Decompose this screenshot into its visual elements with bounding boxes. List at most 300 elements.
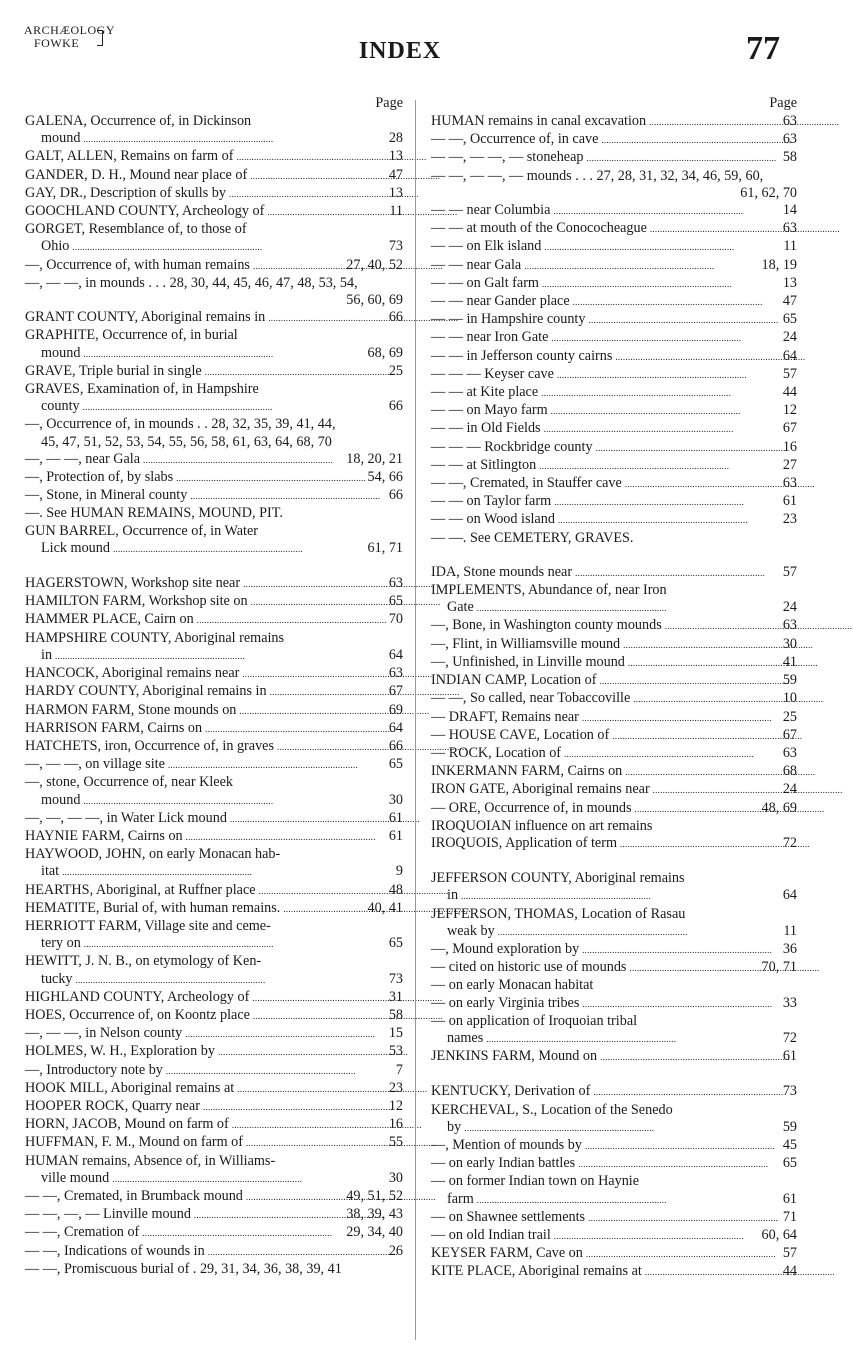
index-entry (25, 683, 403, 701)
entry-pages: 28 (388, 130, 403, 147)
leader-dots (253, 1007, 386, 1025)
index-entry (25, 918, 403, 953)
entry-pages: 13 (388, 184, 403, 201)
leader-dots (582, 941, 780, 959)
page-column-label: Page (769, 95, 797, 111)
entry-pages: 26 (388, 1242, 403, 1259)
entry-pages: 63 (782, 617, 797, 634)
index-entry (25, 416, 403, 450)
index-entry (431, 493, 797, 511)
index-entry (25, 611, 403, 629)
leader-dots (477, 1191, 780, 1209)
entry-pages: 73 (388, 238, 403, 255)
entry-text: — —. See CEMETERY, GRAVES. (431, 529, 634, 546)
index-entry (431, 202, 797, 220)
index-entry (25, 309, 403, 327)
leader-dots (461, 887, 780, 905)
leader-dots (582, 709, 780, 727)
entry-pages: 24 (782, 599, 797, 616)
entry-text: — — on Taylor farm (431, 493, 552, 510)
entry-text: HUMAN remains in canal excavation (431, 113, 647, 129)
entry-text: IRON GATE, Aboriginal remains near (431, 781, 650, 798)
entry-pages: 29, 34, 40 (346, 1224, 403, 1241)
entry-text: HAMPSHIRE COUNTY, Aboriginal remains (25, 629, 285, 646)
index-column-right (431, 95, 797, 1282)
entry-pages: 24 (782, 781, 797, 798)
leader-dots (62, 863, 393, 881)
index-entry (431, 617, 797, 635)
entry-text: JEFFERSON, THOMAS, Location of Rasau (431, 905, 686, 922)
entry-text: ville mound (41, 1169, 110, 1186)
entry-text: — —, Occurrence of, in cave (431, 131, 599, 148)
entry-text: names (447, 1029, 484, 1046)
entry-pages: 73 (782, 1083, 797, 1100)
entry-text: —, stone, Occurrence of, near Kleek (25, 774, 233, 791)
page-number: 77 (746, 30, 780, 67)
entry-pages: 63 (782, 744, 797, 761)
leader-dots (246, 1134, 386, 1152)
leader-dots (251, 593, 386, 611)
index-entry (25, 953, 403, 988)
entry-text: HAMMER PLACE, Cairn on (25, 611, 194, 628)
entry-text: mound (41, 344, 81, 361)
entry-pages: 61 (782, 1190, 797, 1207)
index-entry (25, 882, 403, 900)
entry-text: HARMON FARM, Stone mounds on (25, 701, 237, 718)
leader-dots (253, 257, 343, 275)
leader-dots (112, 1170, 386, 1188)
index-entry (431, 113, 797, 131)
leader-dots (551, 329, 779, 347)
entry-text: HATCHETS, iron, Occurrence of, in graves (25, 737, 274, 754)
entry-pages: 24 (782, 329, 797, 346)
entry-text: — HOUSE CAVE, Location of (431, 726, 610, 743)
entry-text: — — near Columbia (431, 202, 551, 219)
entry-text: JEFFERSON COUNTY, Aboriginal remains (431, 870, 685, 887)
index-entry (25, 828, 403, 846)
leader-dots (84, 935, 386, 953)
entry-text: —, — —, near Gala (25, 450, 141, 467)
entry-pages: 18, 19 (761, 256, 797, 273)
entry-text: — on application of Iroquoian tribal (431, 1012, 638, 1029)
leader-dots (259, 882, 386, 900)
entry-pages: 67 (388, 683, 403, 700)
leader-dots (239, 702, 385, 720)
index-entry (25, 575, 403, 593)
leader-dots (620, 835, 780, 853)
index-entry (431, 238, 797, 256)
index-entry (25, 363, 403, 381)
entry-text: KITE PLACE, Aboriginal remains at (431, 1263, 642, 1280)
entry-text: HERRIOTT FARM, Village site and ceme- (25, 917, 271, 934)
entry-pages: 38, 39, 43 (346, 1206, 403, 1223)
entry-pages: 57 (782, 563, 797, 580)
index-entry (431, 781, 797, 799)
leader-dots (205, 363, 386, 381)
entry-text: INDIAN CAMP, Location of (431, 672, 597, 689)
index-entry (25, 523, 403, 558)
letter-section-gap (25, 558, 403, 575)
entry-pages: 30 (782, 635, 797, 652)
entry-pages: 64 (782, 347, 797, 364)
leader-dots (558, 511, 780, 529)
entry-text: — on early Indian battles (431, 1155, 576, 1172)
letter-section-gap (431, 547, 797, 564)
entry-pages: 13 (782, 274, 797, 291)
entry-text: KEYSER FARM, Cave on (431, 1245, 583, 1262)
entry-text: GRAVE, Triple burial in single (25, 362, 202, 379)
entry-text: HIGHLAND COUNTY, Archeology of (25, 988, 250, 1005)
entry-text: — on early Virginia tribes (431, 994, 580, 1011)
leader-dots (593, 1083, 779, 1101)
leader-dots (464, 1119, 780, 1137)
entry-text: GALENA, Occurrence of, in Dickinson (25, 113, 252, 129)
index-entry (431, 690, 797, 708)
index-entry (431, 1013, 797, 1048)
leader-dots (539, 457, 780, 475)
index-entry (431, 457, 797, 475)
index-entry (431, 402, 797, 420)
leader-dots (573, 293, 780, 311)
index-entry (25, 275, 403, 309)
entry-pages: 49, 51, 52 (346, 1187, 403, 1204)
leader-dots (645, 1263, 780, 1281)
index-entry (25, 1007, 403, 1025)
index-entry (25, 451, 403, 469)
index-entry (25, 774, 403, 809)
index-entry (431, 654, 797, 672)
entry-pages: 68, 69 (367, 344, 403, 361)
entry-text: HOES, Occurrence of, on Koontz place (25, 1006, 250, 1023)
entry-pages: 48 (388, 881, 403, 898)
leader-dots (575, 564, 780, 582)
leader-dots (142, 1224, 343, 1242)
entry-text: Gate (447, 599, 474, 616)
entry-text: — ROCK, Location of (431, 744, 562, 761)
leader-dots (83, 398, 386, 416)
entry-text: HAYNIE FARM, Cairns on (25, 827, 183, 844)
entry-pages: 63 (388, 665, 403, 682)
index-entry (25, 167, 403, 185)
index-entry (25, 327, 403, 362)
entry-text: —, Unfinished, in Linville mound (431, 653, 625, 670)
index-entry (25, 989, 403, 1007)
entry-text: — — near Gander place (431, 293, 570, 310)
entry-text: —, — —, on village site (25, 756, 165, 773)
entry-pages: 61 (388, 809, 403, 826)
index-entry (431, 439, 797, 457)
entry-text: IDA, Stone mounds near (431, 563, 573, 580)
entry-pages: 65 (388, 756, 403, 773)
index-entry (431, 168, 797, 202)
entry-pages: 61, 62, 70 (740, 184, 797, 201)
leader-dots (564, 745, 780, 763)
entry-text: — — on Mayo farm (431, 402, 548, 419)
entry-text: —, Occurrence of, in mounds . . 28, 32, 35, 39, 41, 44, (25, 416, 336, 433)
index-entry (25, 1116, 403, 1134)
entry-text: — —, Cremation of (25, 1224, 140, 1241)
entry-pages: 59 (782, 1118, 797, 1135)
entry-text: —, — —, in mounds . . . 28, 30, 44, 45, 46, 47, 48, 53, 54, (25, 274, 358, 291)
entry-pages: 60, 64 (761, 1226, 797, 1243)
entry-text: —, —, — —, in Water Lick mound (25, 809, 227, 826)
entry-text: —. See HUMAN REMAINS, MOUND, PIT. (25, 505, 283, 522)
index-entry (431, 384, 797, 402)
index-entry (25, 1243, 403, 1261)
index-entry (431, 835, 797, 853)
entry-text: tery on (41, 935, 81, 952)
entry-text: —, Mention of mounds by (431, 1136, 582, 1153)
entry-pages: 61 (782, 1048, 797, 1065)
index-entry (431, 745, 797, 763)
index-entry (431, 818, 797, 835)
index-entry (25, 257, 403, 275)
entry-text: KERCHEVAL, S., Location of the Senedo (431, 1101, 673, 1118)
entry-text: HARDY COUNTY, Aboriginal remains in (25, 683, 267, 700)
index-entry (431, 348, 797, 366)
entry-text: —, Occurrence of, with human remains (25, 256, 250, 273)
index-entry (25, 1153, 403, 1188)
entry-pages: 65 (782, 1155, 797, 1172)
entry-text: HUMAN remains, Absence of, in Williams- (25, 1152, 276, 1169)
entry-text: GRANT COUNTY, Aboriginal remains in (25, 309, 266, 326)
index-entry (431, 1245, 797, 1263)
index-entry (25, 1224, 403, 1242)
index-entry (25, 1188, 403, 1206)
leader-dots (653, 781, 780, 799)
leader-dots (246, 1188, 343, 1206)
leader-dots (544, 420, 780, 438)
index-entries-left (25, 113, 403, 1278)
leader-dots (166, 1062, 393, 1080)
entry-text: JENKINS FARM, Mound on (431, 1048, 598, 1065)
entry-pages: 7 (395, 1061, 403, 1078)
entry-text: HEARTHS, Aboriginal, at Ruffner place (25, 881, 256, 898)
leader-dots (237, 1080, 386, 1098)
index-entry (431, 636, 797, 654)
leader-dots (544, 238, 780, 256)
index-entry (431, 1173, 797, 1208)
entry-text: — —, — —, — mounds . . . 27, 28, 31, 32, 34, 46, 59, 60, (431, 167, 764, 184)
entry-pages: 45 (782, 1136, 797, 1153)
entry-pages: 66 (388, 487, 403, 504)
entry-text: — —, Promiscuous burial of . 29, 31, 34, 36, 38, 39, 41 (25, 1260, 342, 1277)
entry-pages: 72 (782, 1029, 797, 1046)
index-entry (25, 900, 403, 918)
index-entry (431, 275, 797, 293)
entry-pages: 63 (782, 131, 797, 148)
column-divider (415, 100, 416, 1340)
entry-text: HAMILTON FARM, Workshop site on (25, 593, 248, 610)
entry-pages: 71 (782, 1208, 797, 1225)
entry-pages: 23 (388, 1079, 403, 1096)
index-entry (431, 672, 797, 690)
index-entry (25, 113, 403, 148)
entry-pages: 66 (388, 398, 403, 415)
entry-text: weak by (447, 922, 495, 939)
entry-pages: 63 (782, 220, 797, 237)
entry-text: —, Mound exploration by (431, 940, 580, 957)
entry-pages: 30 (388, 1169, 403, 1186)
entry-pages: 56, 60, 69 (346, 292, 403, 309)
leader-dots (633, 690, 780, 708)
entry-text: — DRAFT, Remains near (431, 708, 579, 725)
entry-text: — —, Indications of wounds in (25, 1242, 205, 1259)
index-entry (25, 148, 403, 166)
index-entry (25, 665, 403, 683)
index-entry (431, 530, 797, 547)
entry-pages: 44 (782, 1263, 797, 1280)
index-entry (25, 469, 403, 487)
entry-text: HAGERSTOWN, Workshop site near (25, 575, 241, 592)
leader-dots (585, 1137, 780, 1155)
leader-dots (113, 540, 365, 558)
leader-dots (250, 167, 386, 185)
entry-pages: 70, 71 (761, 959, 797, 976)
entry-text: —, Bone, in Washington county mounds (431, 617, 662, 634)
entry-text: in (41, 646, 53, 663)
leader-dots (477, 599, 780, 617)
entry-pages: 67 (782, 726, 797, 743)
entry-text: — on former Indian town on Haynie (431, 1173, 640, 1190)
entry-pages: 47 (782, 293, 797, 310)
entry-pages: 58 (388, 1006, 403, 1023)
leader-dots (600, 672, 780, 690)
index-entry (25, 381, 403, 416)
leader-dots (205, 720, 386, 738)
entry-pages: 64 (388, 719, 403, 736)
entry-text: HORN, JACOB, Mound on farm of (25, 1116, 229, 1133)
leader-dots (243, 575, 386, 593)
entry-text: GALT, ALLEN, Remains on farm of (25, 148, 234, 165)
leader-dots (551, 402, 780, 420)
entry-text: — — on Wood island (431, 511, 555, 528)
leader-dots (232, 1116, 386, 1134)
index-entry (25, 1080, 403, 1098)
entry-pages: 27, 40, 52 (346, 256, 403, 273)
leader-dots (218, 1043, 386, 1061)
entry-pages: 68 (782, 763, 797, 780)
entry-pages: 54, 66 (367, 469, 403, 486)
entry-pages: 36 (782, 940, 797, 957)
leader-dots (83, 345, 364, 363)
page-header (0, 0, 800, 100)
index-entry (431, 564, 797, 582)
entry-pages: 63 (782, 475, 797, 492)
entry-pages: 48, 69 (761, 799, 797, 816)
entry-text: — on old Indian trail (431, 1226, 551, 1243)
index-entry (431, 1209, 797, 1227)
entry-pages: 61 (388, 827, 403, 844)
entry-text: farm (447, 1190, 474, 1207)
entry-pages: 40, 41 (367, 899, 403, 916)
leader-dots (601, 131, 779, 149)
entry-pages: 55 (388, 1134, 403, 1151)
leader-dots (625, 475, 780, 493)
entry-text: HUFFMAN, F. M., Mound on farm of (25, 1134, 243, 1151)
entry-text: — — in Hampshire county (431, 311, 586, 328)
running-head-author: FOWKE (34, 36, 80, 50)
index-entry (431, 1102, 797, 1137)
entry-pages: 27 (782, 456, 797, 473)
leader-dots (185, 1025, 386, 1043)
entry-pages: 33 (782, 994, 797, 1011)
entry-text: KENTUCKY, Derivation of (431, 1083, 591, 1100)
entry-text: — — in Old Fields (431, 420, 541, 437)
leader-dots (229, 185, 386, 203)
index-entry (25, 185, 403, 203)
entry-pages: 58 (782, 149, 797, 166)
leader-dots (176, 469, 364, 487)
leader-dots (208, 1243, 386, 1261)
index-entry (25, 1134, 403, 1152)
index-entry (431, 420, 797, 438)
entry-text: GANDER, D. H., Mound near place of (25, 166, 248, 183)
leader-dots (554, 1227, 759, 1245)
index-entry (25, 1062, 403, 1080)
entry-pages: 25 (388, 362, 403, 379)
leader-dots (596, 439, 780, 457)
index-entry (25, 846, 403, 881)
leader-dots (55, 647, 386, 665)
leader-dots (588, 311, 779, 329)
entry-pages: 12 (388, 1097, 403, 1114)
leader-dots (665, 617, 780, 635)
leader-dots (83, 792, 385, 810)
entry-text: HAYWOOD, JOHN, on early Monacan hab- (25, 846, 281, 863)
leader-dots (635, 800, 759, 818)
leader-dots (268, 309, 386, 327)
entry-text: —, Stone, in Mineral county (25, 487, 188, 504)
leader-dots (649, 113, 780, 131)
leader-dots (283, 900, 364, 918)
leader-dots (252, 989, 385, 1007)
index-entry (25, 1098, 403, 1116)
entry-text: — —, So called, near Tobaccoville (431, 690, 631, 707)
entry-pages: 66 (388, 737, 403, 754)
leader-dots (557, 366, 780, 384)
entry-text: — — — Rockbridge county (431, 438, 593, 455)
entry-text: — — — Keyser cave (431, 365, 554, 382)
index-entry (431, 1227, 797, 1245)
leader-dots (542, 275, 780, 293)
entry-pages: 69 (388, 701, 403, 718)
leader-dots (612, 727, 780, 745)
entry-text: HOOK MILL, Aboriginal remains at (25, 1079, 235, 1096)
index-entry (431, 329, 797, 347)
leader-dots (498, 923, 781, 941)
leader-dots (194, 1206, 343, 1224)
index-entry (431, 977, 797, 994)
leader-dots (629, 959, 758, 977)
index-entry (25, 505, 403, 522)
letter-section-gap (431, 853, 797, 870)
index-entry (431, 709, 797, 727)
entry-text: —, Flint, in Williamsville mound (431, 635, 621, 652)
index-entry (431, 220, 797, 238)
entry-text: HEWITT, J. N. B., on etymology of Ken- (25, 953, 262, 970)
entry-pages: 44 (782, 384, 797, 401)
leader-dots (600, 1048, 780, 1066)
entry-pages: 15 (388, 1025, 403, 1042)
entry-text: HEMATITE, Burial of, with human remains. (25, 899, 281, 916)
index-entry (25, 702, 403, 720)
index-entry (25, 487, 403, 505)
entry-text: GRAPHITE, Occurrence of, in burial (25, 327, 238, 344)
entry-text: — on early Monacan habitat (431, 977, 594, 994)
entry-text: INKERMANN FARM, Cairns on (431, 763, 623, 780)
leader-dots (541, 384, 780, 402)
